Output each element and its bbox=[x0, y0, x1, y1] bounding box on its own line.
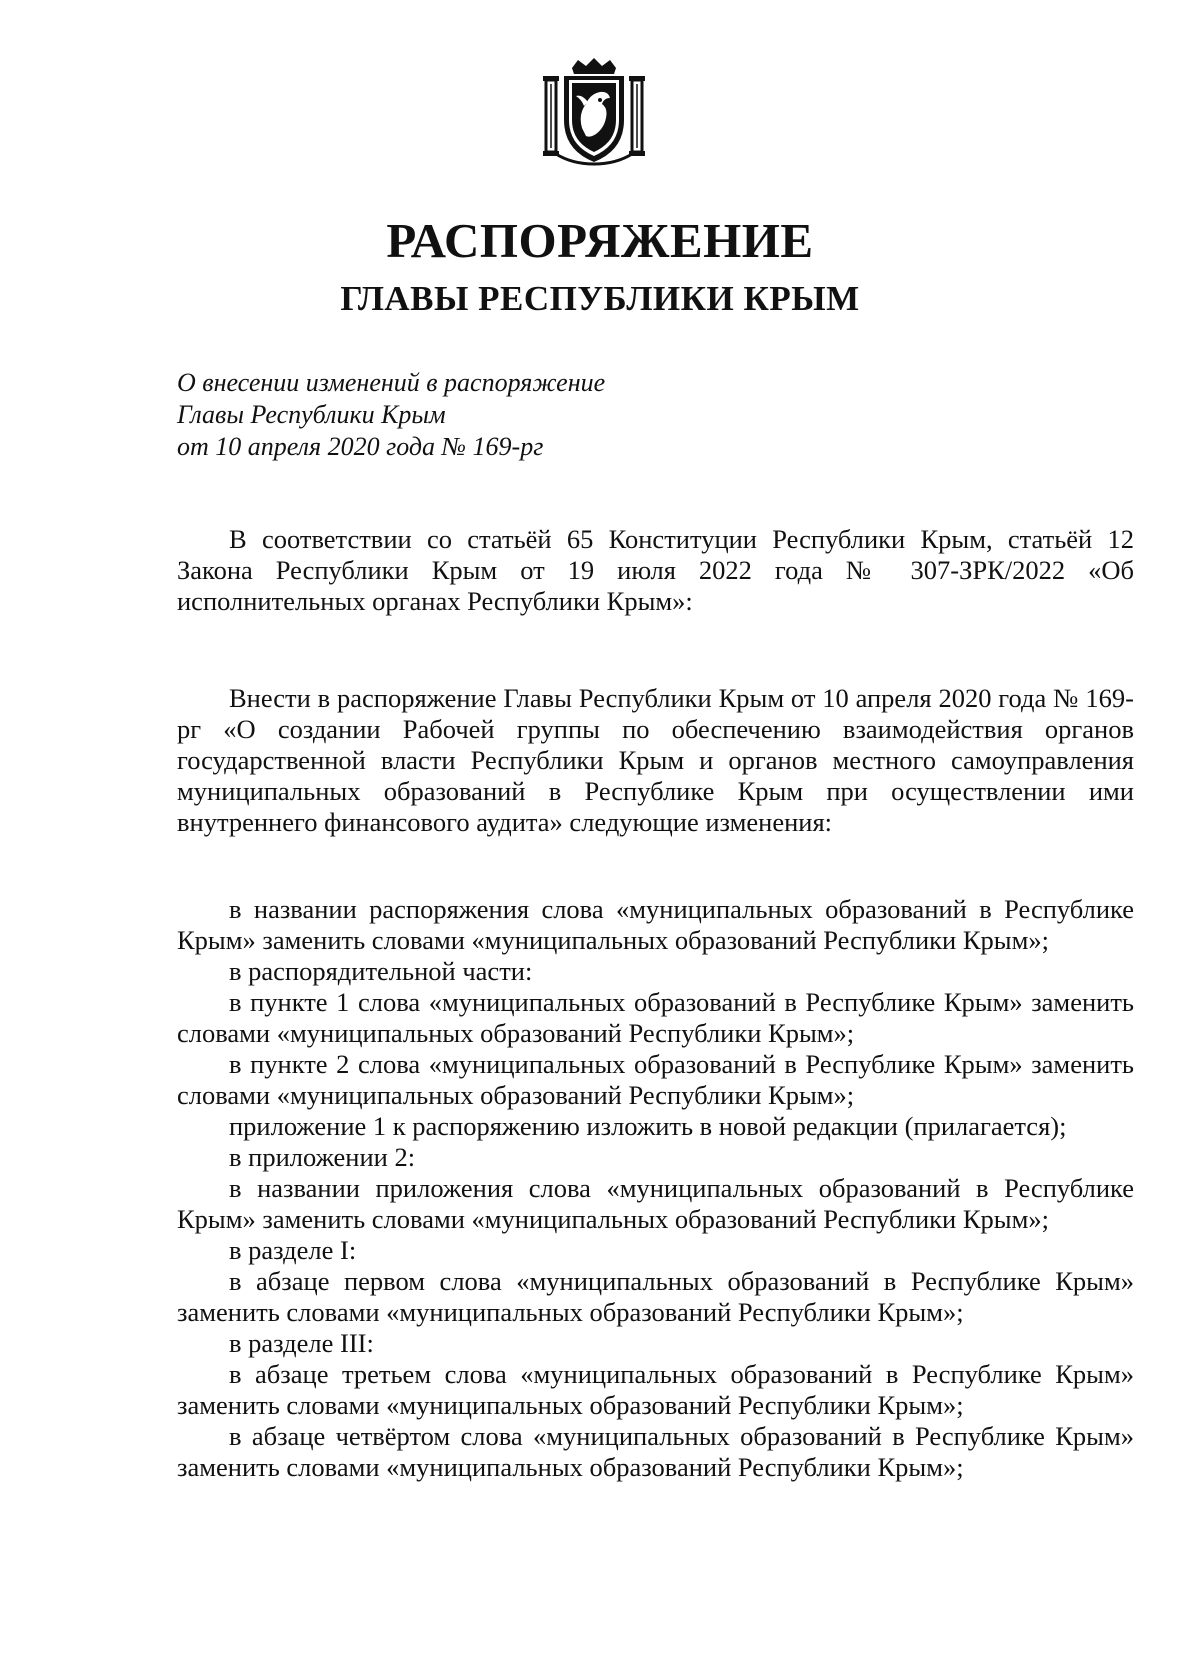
amendment-item: в названии распоряжения слова «муниципальных образований в Республике Крым» заменить словами «муниципальных образований Республики Крым»; bbox=[177, 894, 1134, 955]
amendment-item: в пункте 2 слова «муниципальных образований в Республике Крым» заменить словами «муниципальных образований Республики Крым»; bbox=[177, 1049, 1134, 1110]
document-title: РАСПОРЯЖЕНИЕ bbox=[386, 213, 814, 268]
basis-paragraph bbox=[177, 524, 1134, 617]
amendment-item: в абзаце третьем слова «муниципальных образований в Республике Крым» заменить словами «муниципальных образований Республики Крым»; bbox=[177, 1359, 1134, 1420]
intro-text: Внести в распоряжение Главы Республики Крым от 10 апреля 2020 года № 169-рг «О создании Рабочей группы по обеспечению взаимодействия органов государственной власти Республики Крым и органов местного самоуправления муниципальных образований в Республике Крым при осуществлении ими внутреннего финансового аудита» следующие изменения: bbox=[177, 683, 1134, 837]
coat-of-arms-icon bbox=[542, 58, 646, 166]
subject-line: Главы Республики Крым bbox=[177, 400, 446, 429]
document-subject bbox=[177, 367, 605, 463]
amendment-item: в распорядительной части: bbox=[229, 956, 533, 986]
basis-text: В соответствии со статьёй 65 Конституции Республики Крым, статьёй 12 Закона Республики Крым от 19 июля 2022 года № 307-ЗРК/2022 «Об исполнительных органах Республики Крым»: bbox=[177, 524, 1134, 616]
subject-line: от 10 апреля 2020 года № 169-рг bbox=[177, 432, 544, 461]
amendment-item: приложение 1 к распоряжению изложить в новой редакции (прилагается); bbox=[229, 1111, 1067, 1141]
intro-paragraph bbox=[177, 683, 1134, 838]
amendment-item: в разделе III: bbox=[229, 1328, 374, 1358]
subject-line: О внесении изменений в распоряжение bbox=[177, 368, 606, 397]
amendment-item: в названии приложения слова «муниципальных образований в Республике Крым» заменить словами «муниципальных образований Республики Крым»; bbox=[177, 1173, 1134, 1234]
amendment-item: в разделе I: bbox=[229, 1235, 357, 1265]
amendment-item: в пункте 1 слова «муниципальных образований в Республике Крым» заменить словами «муниципальных образований Республики Крым»; bbox=[177, 987, 1134, 1048]
amendment-item: в абзаце первом слова «муниципальных образований в Республике Крым» заменить словами «муниципальных образований Республики Крым»; bbox=[177, 1266, 1134, 1327]
amendment-item: в абзаце четвёртом слова «муниципальных образований в Республике Крым» заменить словами «муниципальных образований Республики Крым»; bbox=[177, 1421, 1134, 1482]
amendments-list bbox=[177, 894, 1134, 1483]
amendment-item: в приложении 2: bbox=[229, 1142, 416, 1172]
document-issuer: ГЛАВЫ РЕСПУБЛИКИ КРЫМ bbox=[340, 279, 860, 318]
